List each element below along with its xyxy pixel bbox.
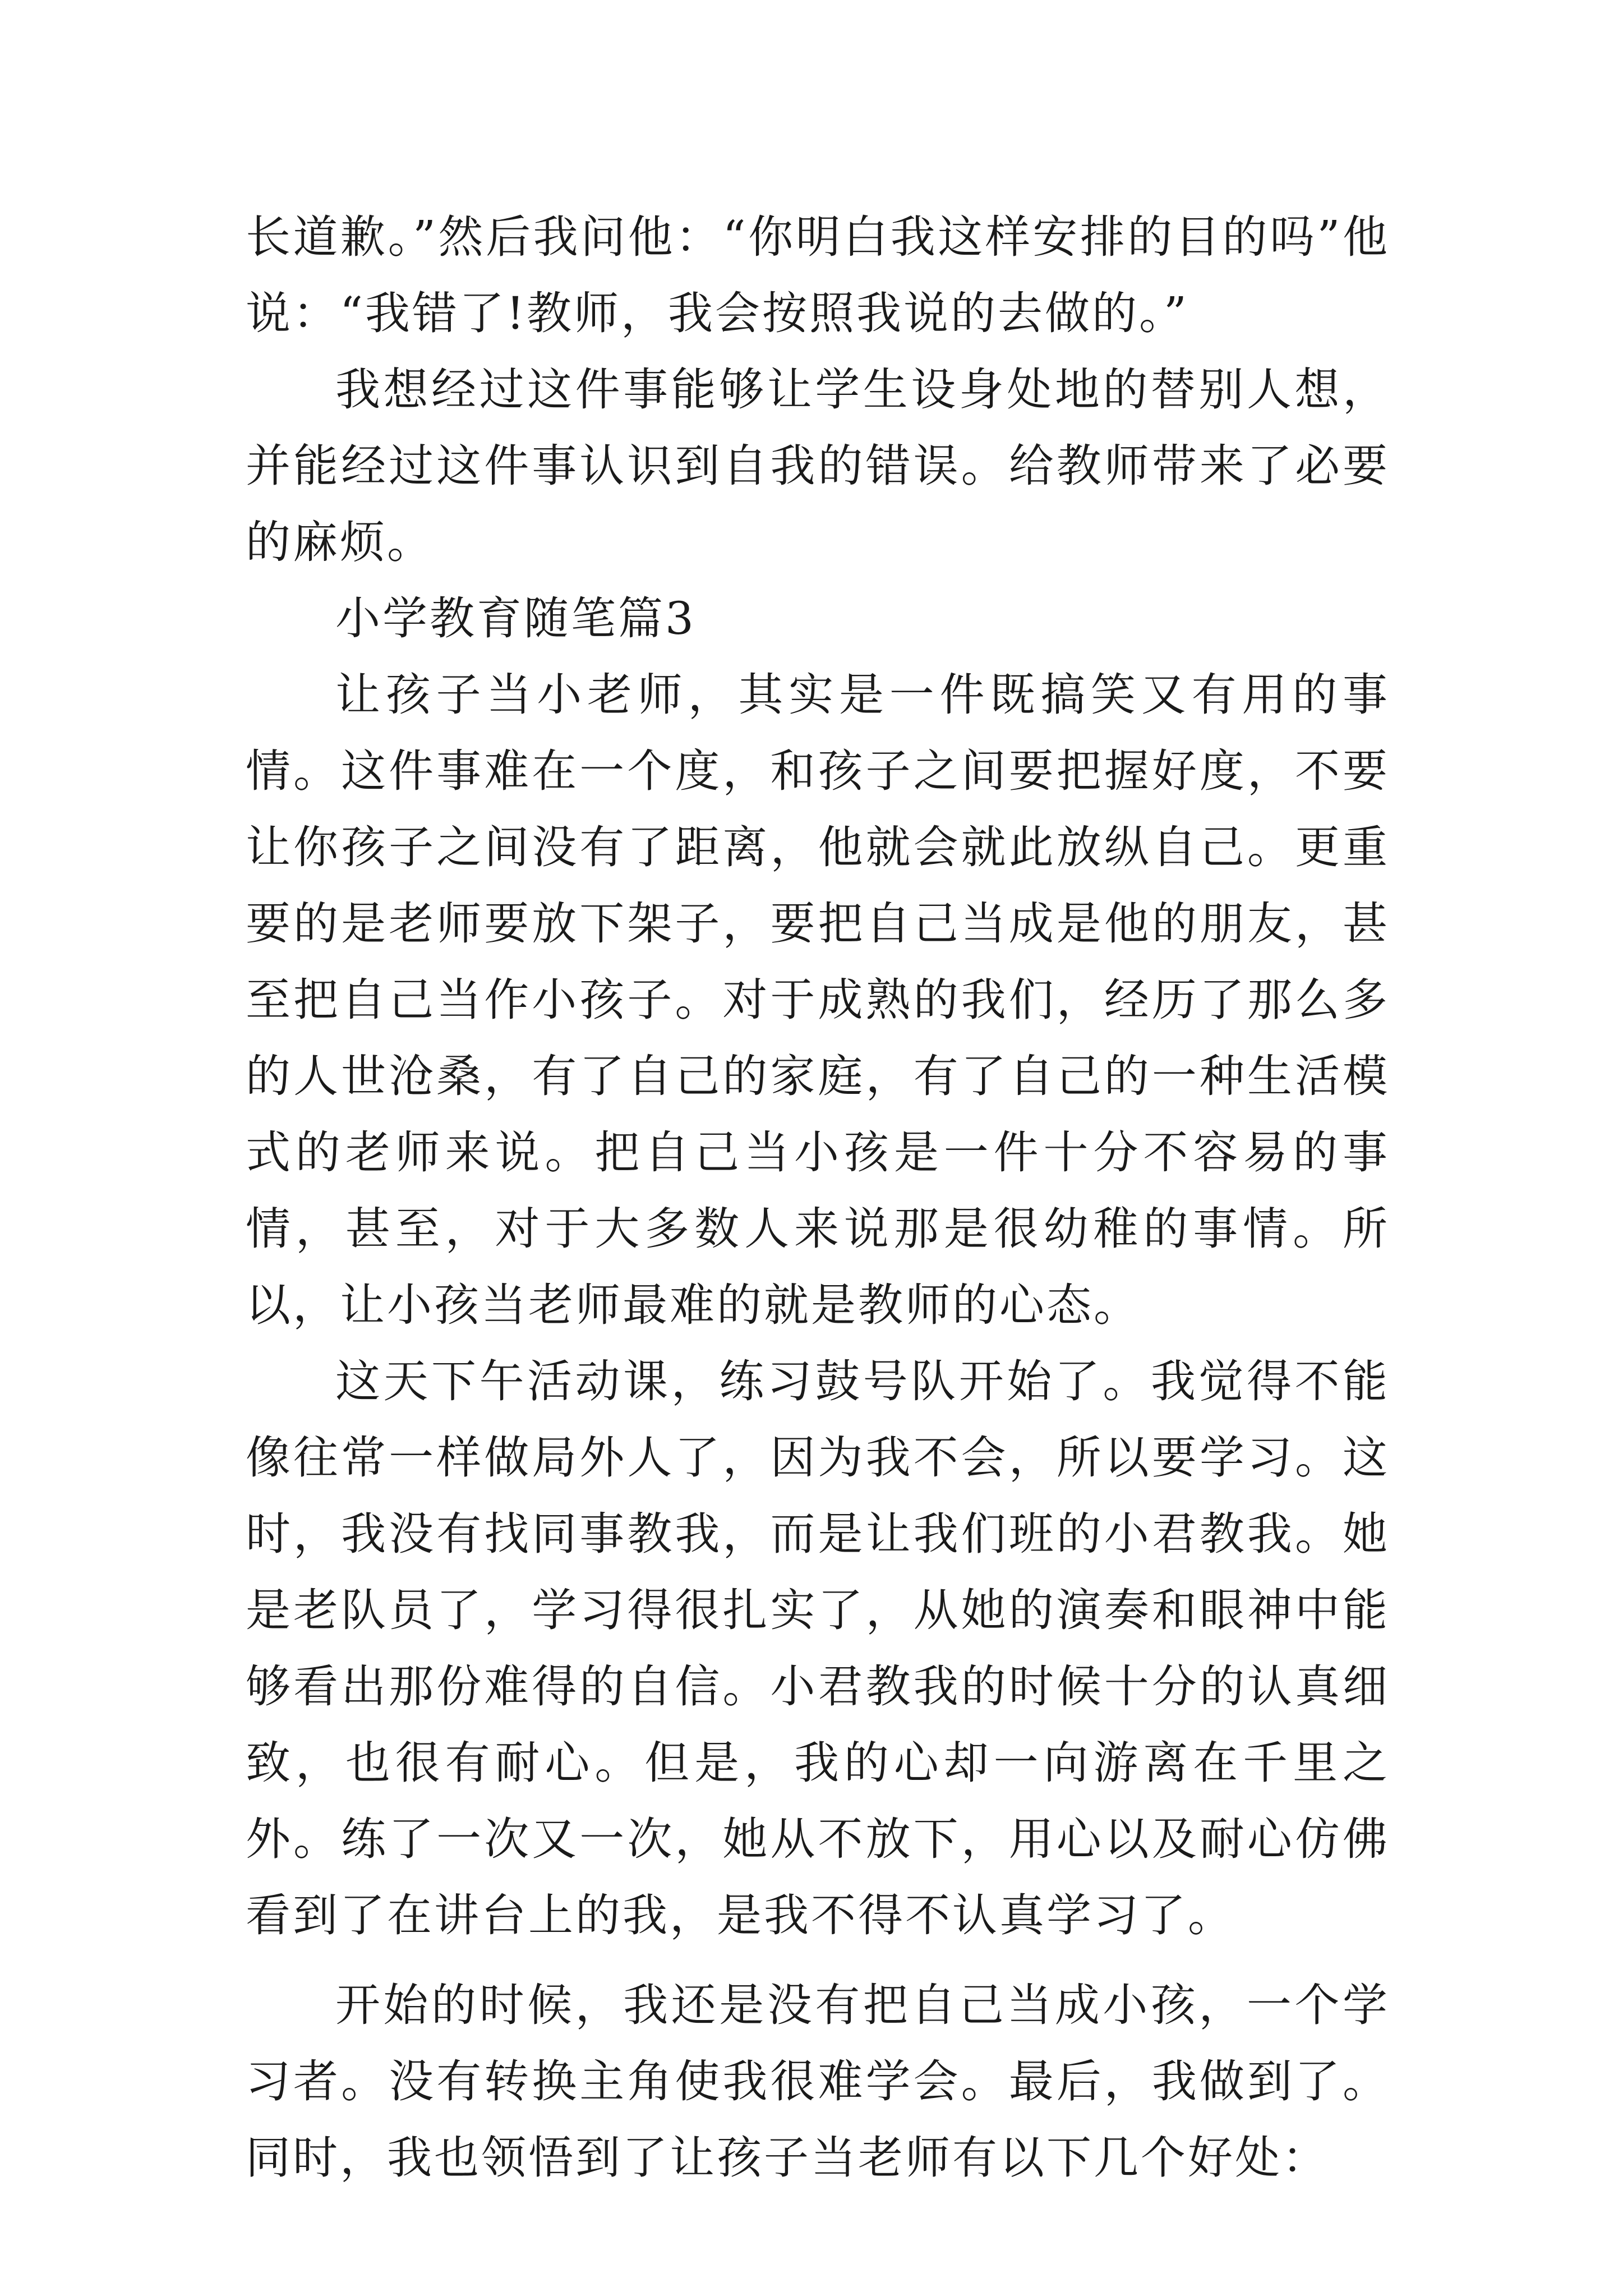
paragraph-continuation: 长道歉。”然后我问他：“你明白我这样安排的目的吗”他说：“我错了!教师，我会按照我说的去做的。” (246, 211, 1390, 339)
section-heading: 小学教育随笔篇3 (335, 592, 696, 645)
paragraph-drum-team: 这天下午活动课，练习鼓号队开始了。我觉得不能像往常一样做局外人了，因为我不会，所以要学习。这时，我没有找同事教我，而是让我们班的小君教我。她是老队员了，学习得很扎实了，从她的演奏和眼神中能够看出那份难得的自信。小君教我的时候十分的认真细致，也很有耐心。但是，我的心却一向游离在千里之外。练了一次又一次，她从不放下，用心以及耐心仿佛看到了在讲台上的我，是我不得不认真学习了。 (246, 1355, 1390, 1941)
document-body (246, 199, 1390, 2196)
paragraph-reflection: 我想经过这件事能够让学生设身处地的替别人想，并能经过这件事认识到自我的错误。给教师带来了必要的麻烦。 (246, 364, 1390, 568)
paragraph-conclusion: 开始的时候，我还是没有把自己当成小孩，一个学习者。没有转换主角使我很难学会。最后，我做到了。同时，我也领悟到了让孩子当老师有以下几个好处： (246, 1979, 1390, 2184)
paragraph-little-teacher: 让孩子当小老师，其实是一件既搞笑又有用的事情。这件事难在一个度，和孩子之间要把握好度，不要让你孩子之间没有了距离，他就会就此放纵自己。更重要的是老师要放下架子，要把自己当成是他的朋友，甚至把自己当作小孩子。对于成熟的我们，经历了那么多的人世沧桑，有了自己的家庭，有了自己的一种生活模式的老师来说。把自己当小孩是一件十分不容易的事情，甚至，对于大多数人来说那是很幼稚的事情。所以，让小孩当老师最难的就是教师的心态。 (246, 669, 1390, 1331)
